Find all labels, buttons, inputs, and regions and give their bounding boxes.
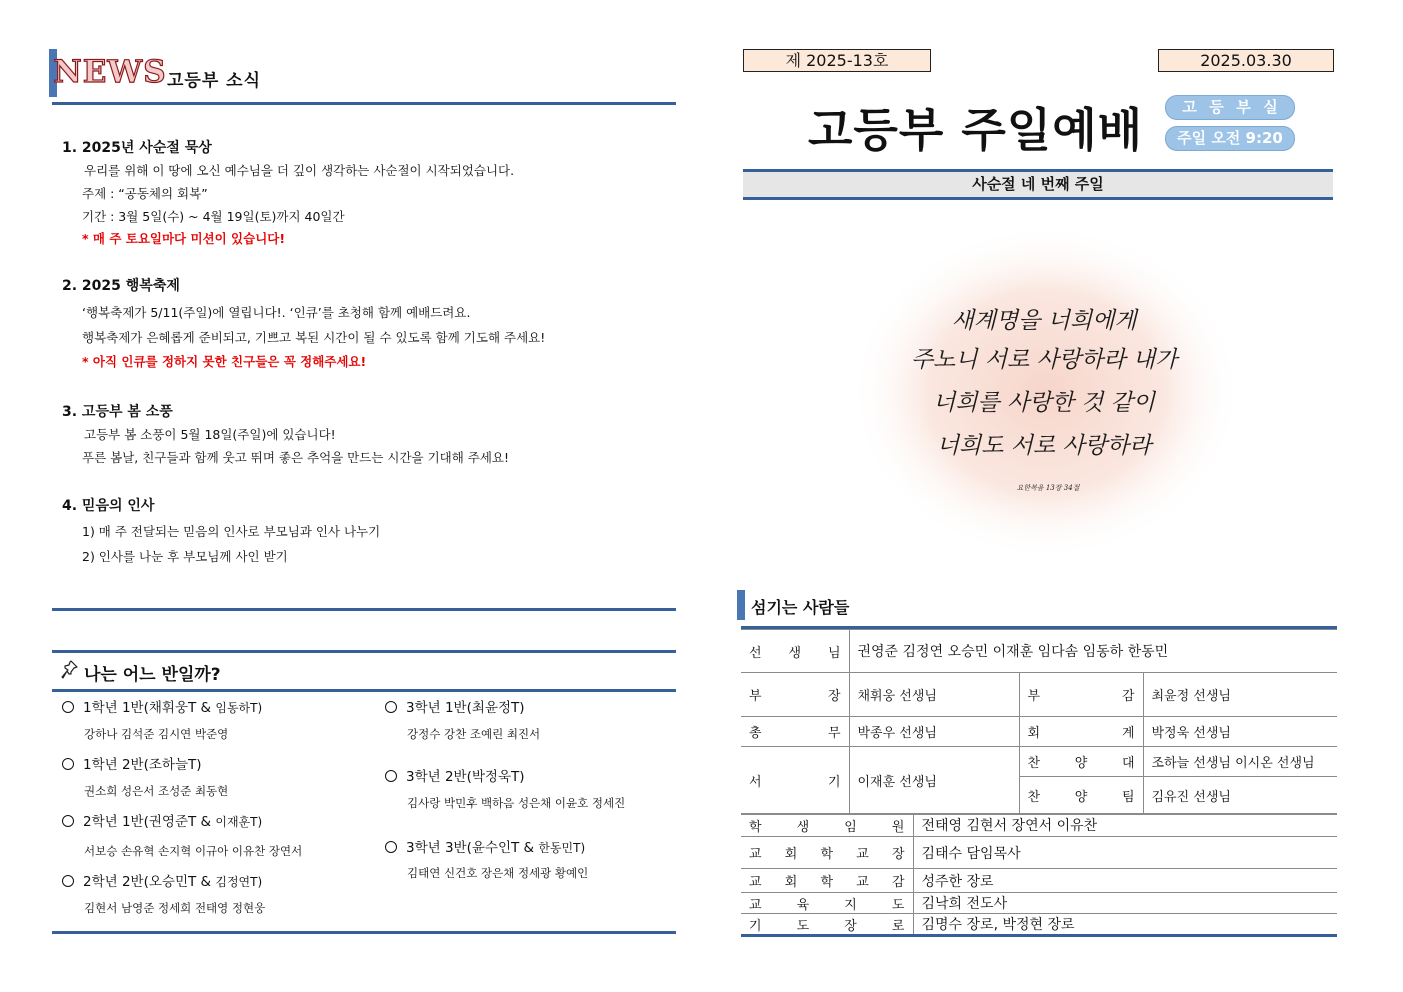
officer-value: 김낙희 전도사	[913, 893, 1337, 914]
row-label: 부 감	[1019, 673, 1143, 717]
class-heading: 1학년 2반(조하늘T)	[62, 753, 202, 773]
table-row	[741, 814, 1337, 837]
class-section-title: 나는 어느 반일까?	[84, 665, 221, 685]
circle-bullet-icon	[385, 841, 397, 853]
choir-value: 조하늘 선생님 이시온 선생님	[1143, 747, 1337, 777]
class-heading: 3학년 2반(박정욱T)	[385, 765, 525, 785]
class-heading: 2학년 1반(권영준T & 이재훈T)	[62, 810, 262, 830]
verse-reference: 요한복음 13장 34절	[1016, 484, 1080, 492]
table-row	[741, 837, 1337, 869]
place-badge: 고 등 부 실	[1165, 95, 1295, 120]
servants-bottom-rule	[741, 934, 1337, 937]
news-item-1-note: * 매 주 토요일마다 미션이 있습니다!	[82, 231, 286, 246]
news-header-rule	[52, 102, 676, 105]
secretary-label: 서 기	[741, 747, 849, 815]
officer-label: 교 회 학 교 감	[741, 869, 913, 893]
officer-label: 기 도 장 로	[741, 914, 913, 935]
circle-bullet-icon	[62, 758, 74, 770]
circle-bullet-icon	[62, 875, 74, 887]
circle-bullet-icon	[62, 701, 74, 713]
class-students: 강정수 강찬 조예린 최진서	[407, 727, 541, 741]
class-students: 김현서 남영준 정세희 전태영 정현웅	[84, 901, 266, 915]
news-item-1-heading: 1. 2025년 사순절 묵상	[62, 140, 212, 156]
news-item-3-heading: 3. 고등부 봄 소풍	[62, 404, 173, 420]
news-item-2-line: 행복축제가 은혜롭게 준비되고, 기쁘고 복된 시간이 될 수 있도록 함께 기도해 주세요!	[82, 330, 546, 345]
circle-bullet-icon	[385, 701, 397, 713]
news-item-2-line: ‘행복축제가 5/11(주일)에 열립니다!. ‘인큐’를 초청해 함께 예배드려요.	[82, 305, 471, 320]
row-value: 박종우 선생님	[849, 717, 1019, 747]
table-row	[741, 893, 1337, 914]
class-heading: 3학년 3반(윤수인T & 한동민T)	[385, 836, 585, 856]
praise-label: 찬 양 팀	[1019, 777, 1143, 815]
time-badge: 주일 오전 9:20	[1165, 126, 1295, 151]
class-students: 권소희 성은서 조성준 최동현	[84, 784, 229, 798]
verse-line: 너희를 사랑한 것 같이	[933, 390, 1155, 416]
news-item-1-line: 우리를 위해 이 땅에 오신 예수님을 더 깊이 생각하는 사순절이 시작되었습니다.	[84, 163, 515, 178]
officer-label: 교 회 학 교 장	[741, 837, 913, 869]
circle-bullet-icon	[385, 770, 397, 782]
news-item-1-line: 기간 : 3월 5일(수) ~ 4월 19일(토)까지 40일간	[82, 209, 345, 224]
officer-label: 학 생 임 원	[741, 814, 913, 837]
row-value: 박정욱 선생님	[1143, 717, 1337, 747]
table-row	[741, 914, 1337, 935]
bulletin-subtitle: 사순절 네 번째 주일	[743, 169, 1333, 200]
officers-table	[741, 813, 1337, 935]
servants-table	[741, 629, 1337, 815]
officer-value: 전태영 김현서 장연서 이유찬	[913, 814, 1337, 837]
officer-label: 교 육 지 도	[741, 893, 913, 914]
class-title-rule	[52, 689, 676, 692]
officer-value: 김태수 담임목사	[913, 837, 1337, 869]
class-students: 김사랑 박민후 백하음 성은채 이윤호 정세진	[407, 796, 626, 810]
choir-label: 찬 양 대	[1019, 747, 1143, 777]
row-value: 최윤정 선생님	[1143, 673, 1337, 717]
row-value: 채휘웅 선생님	[849, 673, 1019, 717]
row-label: 총 무	[741, 717, 849, 747]
class-top-rule	[52, 650, 676, 653]
secretary-value: 이재훈 선생님	[849, 747, 1019, 815]
news-logo	[53, 52, 167, 90]
servants-accent-bar	[737, 590, 745, 620]
officer-value: 김명수 장로, 박정현 장로	[913, 914, 1337, 935]
table-row	[741, 717, 1337, 747]
news-item-2-note: * 아직 인큐를 정하지 못한 친구들은 꼭 정해주세요!	[82, 354, 367, 369]
row-label: 회 계	[1019, 717, 1143, 747]
news-item-2-heading: 2. 2025 행복축제	[62, 278, 180, 294]
circle-bullet-icon	[62, 815, 74, 827]
verse-line: 주노니 서로 사랑하라 내가	[910, 347, 1178, 373]
news-section-title: 고등부 소식	[167, 71, 262, 91]
bulletin-title: 고등부 주일예배	[808, 103, 1144, 157]
class-heading: 1학년 1반(채휘웅T & 임동하T)	[62, 696, 262, 716]
news-item-4-line: 1) 매 주 전달되는 믿음의 인사로 부모님과 인사 나누기	[82, 524, 381, 539]
pushpin-icon	[60, 659, 80, 681]
servants-title: 섬기는 사람들	[751, 598, 850, 617]
verse-artwork	[848, 222, 1244, 562]
table-row	[741, 630, 1337, 673]
class-students: 서보승 손유혁 손지혁 이규아 이유찬 장연서	[84, 844, 303, 858]
issue-date: 2025.03.30	[1158, 49, 1334, 72]
teachers-label: 선 생 님	[741, 630, 849, 673]
news-item-1-line: 주제 : “공동체의 회복”	[82, 186, 208, 201]
class-students: 김태연 신건호 장은채 정세광 황예인	[407, 866, 589, 880]
class-students: 강하나 김석준 김시연 박준영	[84, 727, 229, 741]
officer-value: 성주한 장로	[913, 869, 1337, 893]
news-item-3-line: 푸른 봄날, 친구들과 함께 웃고 뛰며 좋은 추억을 만드는 시간을 기대해 주세요!	[82, 450, 510, 465]
news-footer-rule	[52, 608, 676, 611]
praise-value: 김유진 선생님	[1143, 777, 1337, 815]
issue-number: 제 2025-13호	[743, 49, 931, 72]
class-heading: 3학년 1반(최윤정T)	[385, 696, 525, 716]
class-bottom-rule	[52, 931, 676, 934]
table-row	[741, 869, 1337, 893]
news-item-4-heading: 4. 믿음의 인사	[62, 498, 155, 514]
news-item-3-line: 고등부 봄 소풍이 5월 18일(주일)에 있습니다!	[84, 427, 336, 442]
verse-line: 너희도 서로 사랑하라	[936, 433, 1152, 459]
class-heading: 2학년 2반(오승민T & 김정연T)	[62, 870, 262, 890]
table-row	[741, 673, 1337, 717]
table-row	[741, 747, 1337, 777]
news-item-4-line: 2) 인사를 나눈 후 부모님께 사인 받기	[82, 549, 288, 564]
teachers-value: 권영준 김정연 오승민 이재훈 임다솜 임동하 한동민	[849, 630, 1337, 673]
svg-text:NEWS: NEWS	[53, 54, 167, 90]
row-label: 부 장	[741, 673, 849, 717]
verse-line: 새계명을 너희에게	[951, 308, 1137, 334]
